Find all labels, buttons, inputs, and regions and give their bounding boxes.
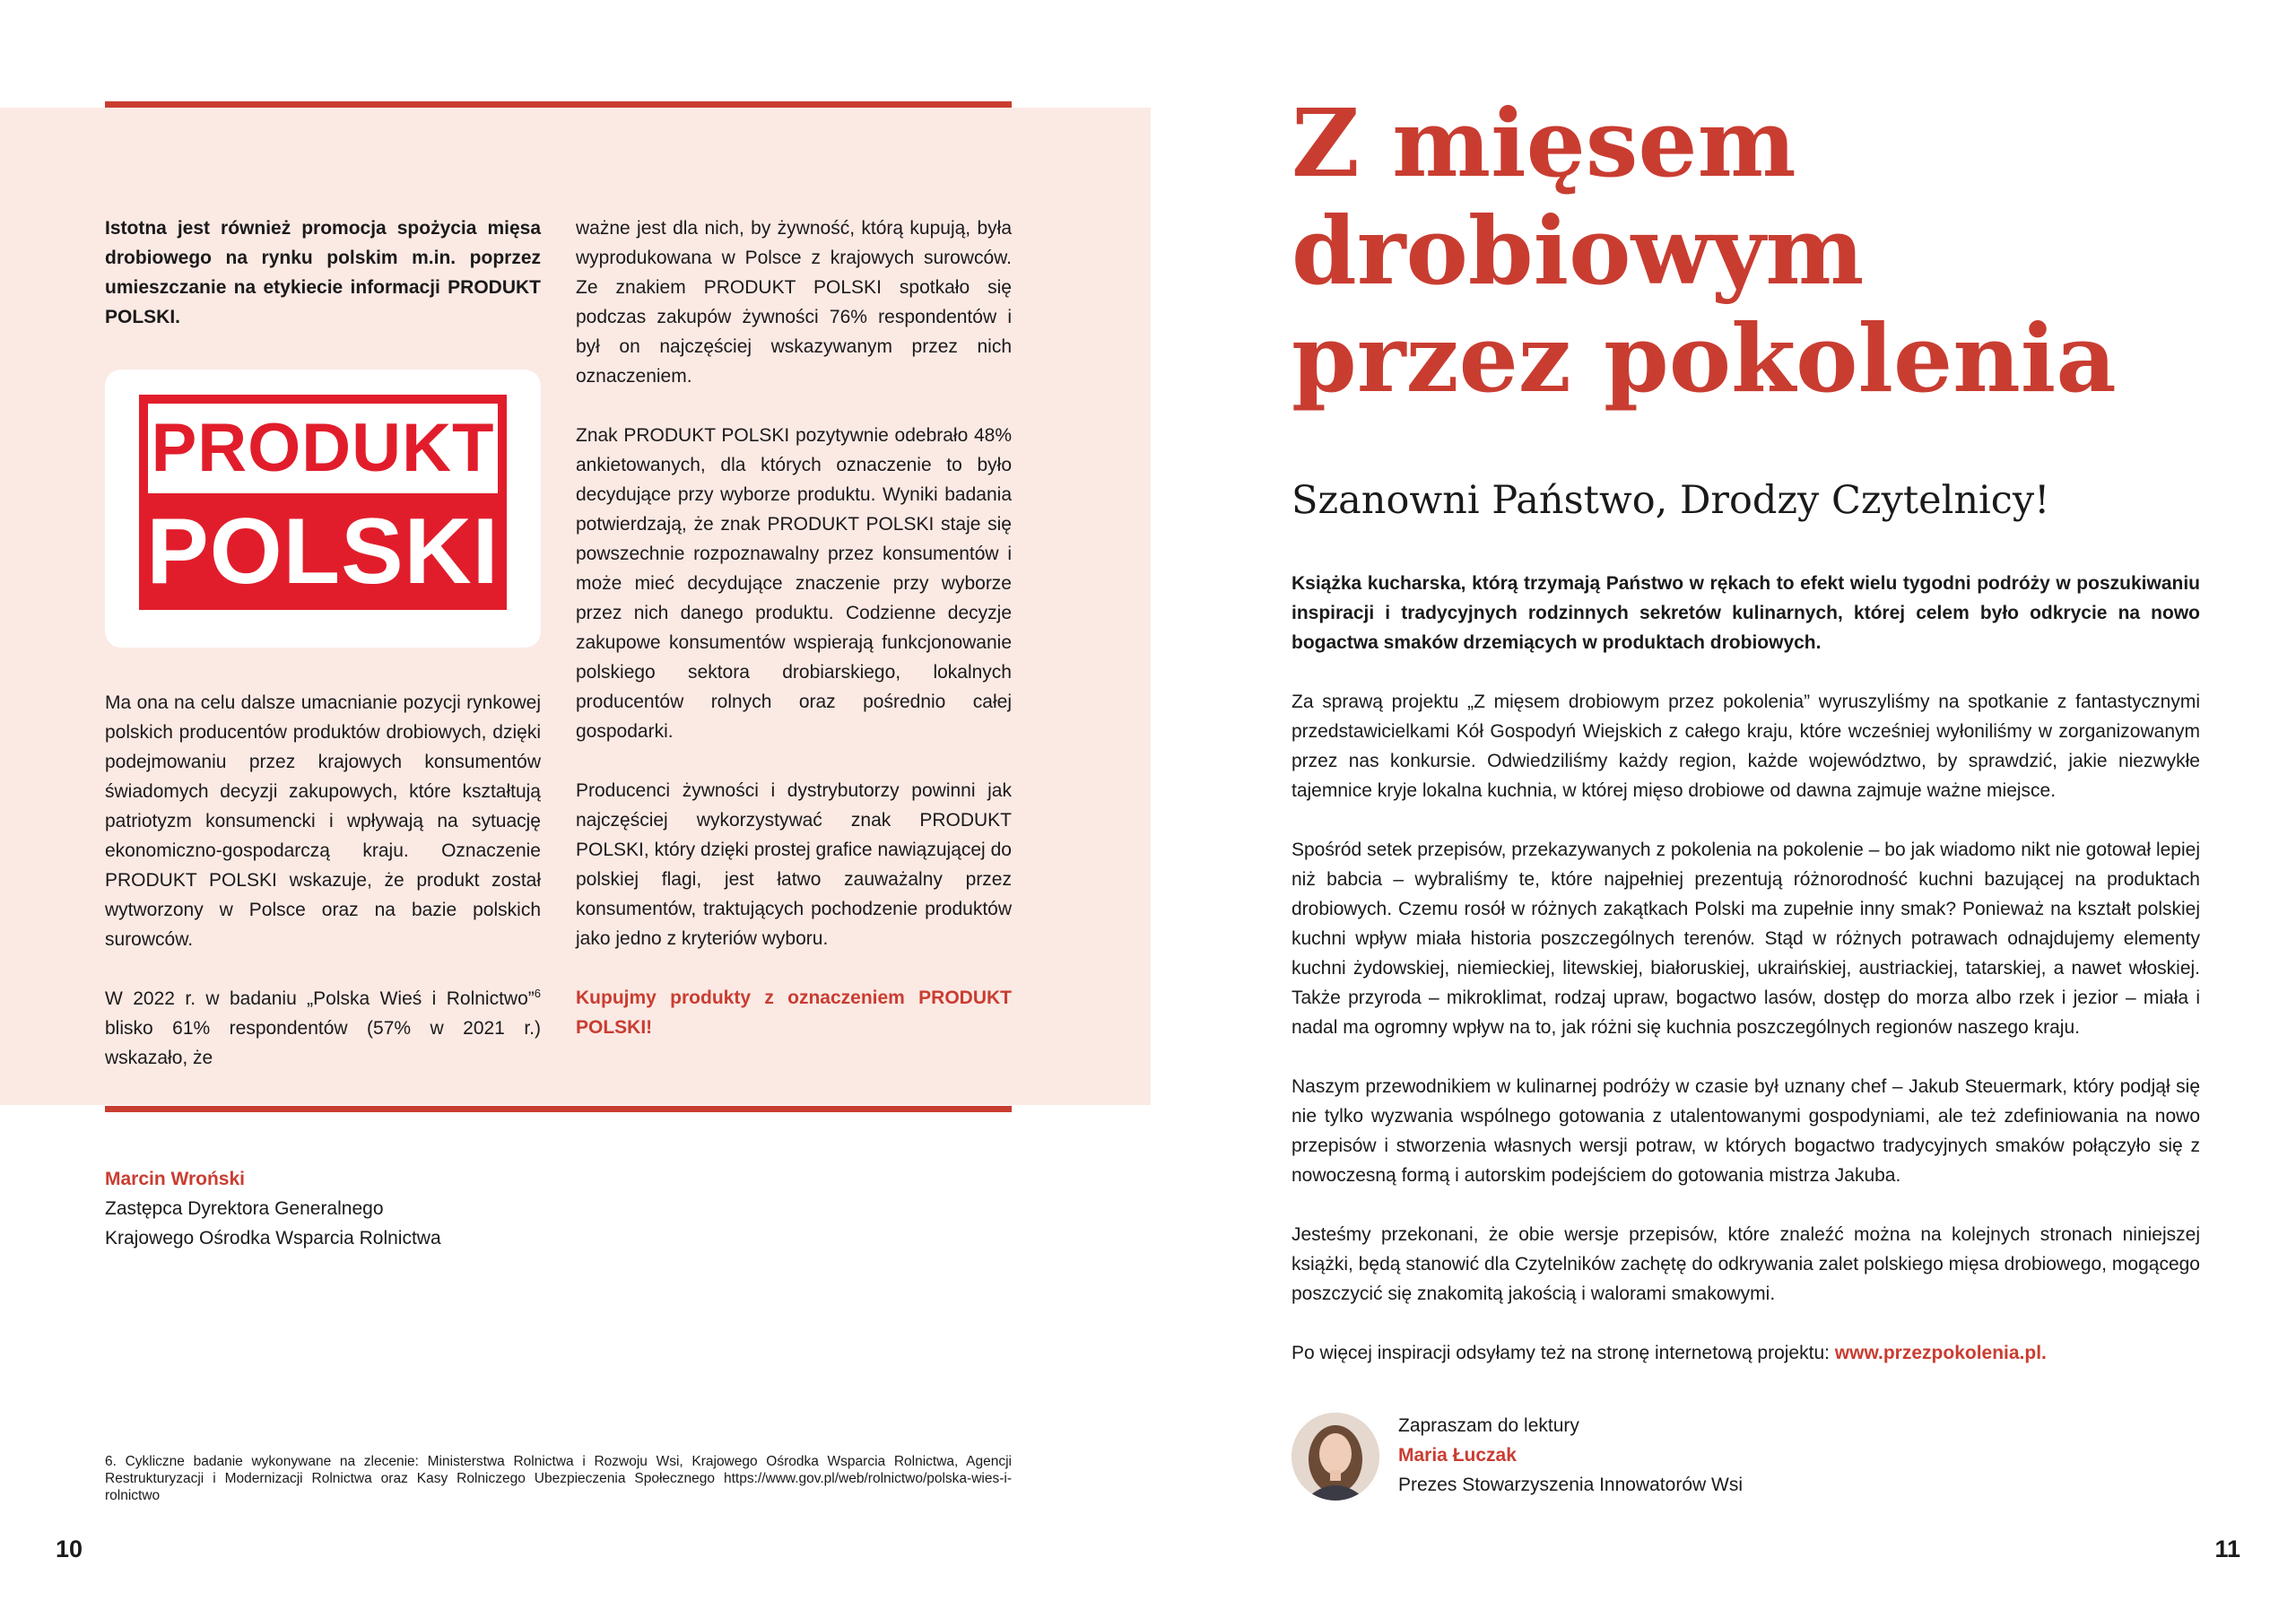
logo-line-polski: POLSKI	[146, 500, 500, 604]
left-column-1	[105, 213, 541, 361]
produkt-polski-logo	[139, 395, 507, 610]
page-title	[1292, 90, 2117, 413]
paragraph: Spośród setek przepisów, przekazywanych z pokolenia na pokolenie – bo jak wiadomo nikt nie gotował lepiej niż babcia – wybraliśmy te, które najpełniej prezentują różnorodność kuchni bazującej na produktach drobiowych. Czemu rosół w różnych zakątkach Polski ma zupełnie inny smak? Ponieważ na kształt polskiej kuchni wpływ miała historia poszczególnych terenów. Stąd w różnych potrawach odnajdujemy elementy kuchni żydowskiej, niemieckiej, litewskiej, białoruskiej, ukraińskiej, austriackiej, tatarskiej, a nawet włoskiej. Także przyroda – mikroklimat, rodzaj upraw, bogactwo lasów, dostęp do morza albo rzek i jezior – miała i nadal ma ogromny wpływ na to, jak różni się kuchnia poszczególnych regionów naszego kraju.	[1292, 840, 2200, 1038]
footnote-ref: 6	[534, 987, 541, 1000]
title-line: drobiowym	[1292, 196, 1865, 306]
signature-right	[1398, 1411, 1743, 1500]
signature-intro: Zapraszam do lektury	[1398, 1415, 1579, 1436]
paragraph-website: Po więcej inspiracji odsyłamy też na stronę internetową projektu: www.przezpokolenia.pl.	[1292, 1343, 2047, 1363]
paragraph: Jesteśmy przekonani, że obie wersje przepisów, które znaleźć można na kolejnych stronach niniejszej książki, będą stanowić dla Czytelników zachętę do odkrywania zalet polskiego mięsa drobiowego, mogącego poszczycić się znakomitą jakością i walorami smakowymi.	[1292, 1224, 2200, 1304]
paragraph: Za sprawą projektu „Z mięsem drobiowym przez pokolenia” wyruszyliśmy na spotkanie z fantastycznymi przedstawicielkami Kół Gospodyń Wiejskich z całego kraju, które wcześniej wyłoniliśmy w zorganizowanym przez nas konkursie. Odwiedziliśmy każdy region, każde województwo, by sprawdzić, jakie niezwykłe tajemnice kryje lokalna kuchnia, w której mięso drobiowe od dawna zajmuje ważne miejsce.	[1292, 692, 2200, 801]
signature-role: Zastępca Dyrektora Generalnego	[105, 1198, 384, 1219]
paragraph: Producenci żywności i dystrybutorzy powinni jak najczęściej wykorzystywać znak PRODUKT POLSKI, który dzięki prostej grafice nawiązującej do polskiej flagi, jest łatwo zauważalny przez konsumentów, traktujących pochodzenie produktów jako jedno z kryteriów wyboru.	[576, 780, 1012, 949]
signature-left	[105, 1164, 441, 1253]
website-link[interactable]: www.przezpokolenia.pl.	[1834, 1343, 2047, 1363]
lead-paragraph: Książka kucharska, którą trzymają Państwo w rękach to efekt wielu tygodni podróży w poszukiwaniu inspiracji i tradycyjnych rodzinnych sekretów kulinarnych, której celem było odkrycie na nowo bogactwa smaków drzemiących w produktach drobiowych.	[1292, 573, 2200, 653]
title-line: Z mięsem	[1292, 88, 1796, 198]
call-to-action: Kupujmy produkty z oznaczeniem PRODUKT POLSKI!	[576, 988, 1012, 1038]
produkt-polski-logo-card	[105, 370, 541, 648]
right-column	[1292, 569, 2200, 1397]
bottom-red-rule	[105, 1106, 1012, 1112]
intro-bold-paragraph: Istotna jest również promocja spożycia mięsa drobiowego na rynku polskim m.in. poprzez umieszczanie na etykiecie informacji PRODUKT POLSKI.	[105, 218, 541, 327]
page-number-right: 11	[2214, 1536, 2240, 1562]
paragraph: Naszym przewodnikiem w kulinarnej podróży w czasie był uznany chef – Jakub Steuermark, który podjął się nie tylko wyzwania wspólnego gotowania z utalentowanymi gospodyniami, ale też zdefiniowania na nowo przepisów i stworzenia własnych wersji potraw, w których bogactwo tradycyjnych smaków połączyło się z nowoczesną formą i autorskim podejściem do gotowania mistrza Jakuba.	[1292, 1076, 2200, 1186]
top-red-rule	[105, 101, 1012, 108]
portrait-icon	[1292, 1413, 1379, 1501]
paragraph: ważne jest dla nich, by żywność, którą kupują, była wyprodukowana w Polsce z krajowych surowców. Ze znakiem PRODUKT POLSKI spotkało się podczas zakupów żywności 76% respondentów i był on najczęściej wskazywanym przez nich oznaczeniem.	[576, 218, 1012, 387]
greeting-heading: Szanowni Państwo, Drodzy Czytelnicy!	[1292, 478, 2050, 523]
title-line: przez pokolenia	[1292, 303, 2117, 413]
avatar	[1292, 1413, 1379, 1501]
signature-role: Prezes Stowarzyszenia Innowatorów Wsi	[1398, 1475, 1743, 1495]
paragraph: Ma ona na celu dalsze umacnianie pozycji rynkowej polskich producentów produktów drobiowych, dzięki podejmowaniu przez krajowych konsumentów świadomych decyzji zakupowych, które kształtują patriotyzm konsumencki i wpływają na sytuację ekonomiczno-gospodarczą kraju. Oznaczenie PRODUKT POLSKI wskazuje, że produkt został wytworzony w Polsce oraz na bazie polskich surowców.	[105, 692, 541, 950]
signature-name: Marcin Wroński	[105, 1169, 245, 1189]
left-column-1-body	[105, 688, 541, 1102]
signature-role: Krajowego Ośrodka Wsparcia Rolnictwa	[105, 1228, 441, 1249]
left-column-2	[576, 213, 1012, 1072]
paragraph: Znak PRODUKT POLSKI pozytywnie odebrało 48% ankietowanych, dla których oznaczenie to było decydujące przy wyborze produktu. Wyniki badania potwierdzają, że znak PRODUKT POLSKI staje się powszechnie rozpoznawalny przez konsumentów i może mieć decydujące znaczenie przy wyborze przez nich danego produktu. Codzienne decyzje zakupowe konsumentów wspierają funkcjonowanie polskiego sektora drobiarskiego, lokalnych producentów rolnych oraz pośrednio całej gospodarki.	[576, 425, 1012, 742]
page-number-left: 10	[56, 1536, 83, 1562]
signature-name: Maria Łuczak	[1398, 1445, 1517, 1466]
logo-line-produkt: PRODUKT	[148, 404, 498, 493]
footnote: 6. Cykliczne badanie wykonywane na zlecenie: Ministerstwa Rolnictwa i Rozwoju Wsi, Krajowego Ośrodka Wsparcia Rolnictwa, Agencji Restrukturyzacji i Modernizacji Rolnictwa oraz Kasy Rolniczego Ubezpieczenia Społecznego https://www.gov.pl/web/rolnictwo/polska-wies-i-rolnictwo	[105, 1454, 1012, 1503]
paragraph-survey: W 2022 r. w badaniu „Polska Wieś i Rolnictwo”$^6$ blisko 61% respondentów (57% w 2021 r.) wskazało, że	[105, 987, 541, 1068]
